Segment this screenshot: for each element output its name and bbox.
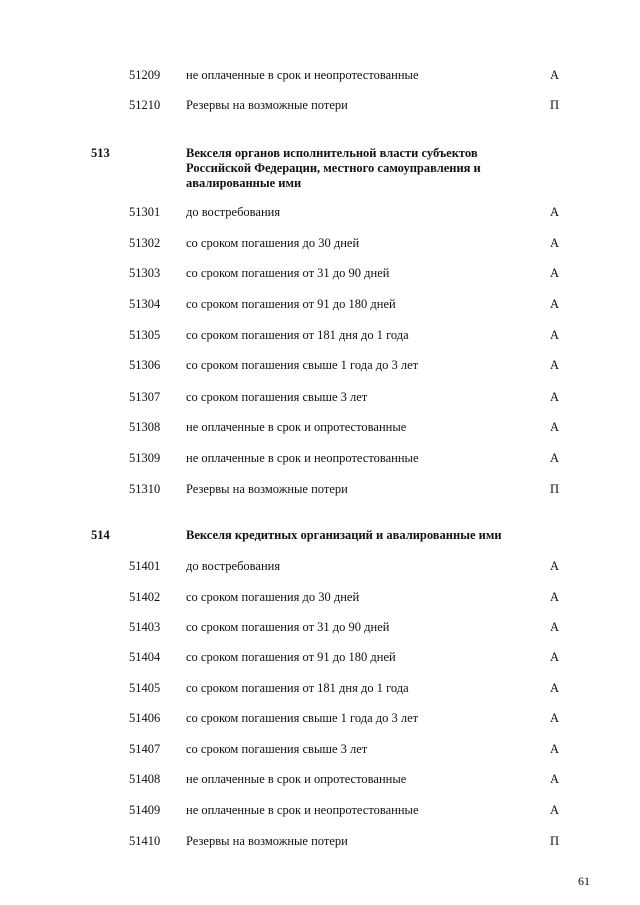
account-side: А [550,390,560,404]
account-name: Резервы на возможные потери [186,482,348,496]
account-row [0,619,640,635]
account-name: со сроком погашения от 31 до 90 дней [186,620,390,634]
account-code: 51308 [129,420,161,434]
section-title-line: Векселя кредитных организаций и авалированные ими [186,528,502,542]
account-code: 51210 [129,98,161,112]
account-row [0,296,640,312]
account-row [0,481,640,497]
section-title [186,146,546,191]
account-name: со сроком погашения свыше 3 лет [186,390,368,404]
account-code: 51404 [129,650,161,664]
account-name: со сроком погашения свыше 1 года до 3 лет [186,358,419,372]
account-side: П [550,834,560,848]
account-code: 51307 [129,390,161,404]
section-code: 514 [91,528,110,542]
account-row [0,357,640,373]
account-side: А [550,803,560,817]
account-code: 51310 [129,482,161,496]
account-code: 51402 [129,590,161,604]
account-row [0,450,640,466]
account-side: А [550,590,560,604]
account-code: 51403 [129,620,161,634]
account-side: А [550,681,560,695]
account-code: 51409 [129,803,161,817]
account-side: А [550,205,560,219]
account-name: не оплаченные в срок и опротестованные [186,420,407,434]
account-name: со сроком погашения до 30 дней [186,590,360,604]
account-row [0,235,640,251]
account-row [0,589,640,605]
account-code: 51306 [129,358,161,372]
account-side: А [550,711,560,725]
account-row [0,389,640,405]
account-name: со сроком погашения от 91 до 180 дней [186,650,396,664]
section-title-line: авалированные ими [186,176,302,190]
page-number: 61 [578,874,590,888]
account-row [0,741,640,757]
account-row [0,97,640,113]
account-name: со сроком погашения до 30 дней [186,236,360,250]
account-name: со сроком погашения от 181 дня до 1 года [186,681,409,695]
account-name: со сроком погашения свыше 1 года до 3 лет [186,711,419,725]
account-row [0,67,640,83]
account-side: А [550,328,560,342]
account-code: 51401 [129,559,161,573]
account-code: 51405 [129,681,161,695]
account-side: А [550,650,560,664]
account-name: не оплаченные в срок и неопротестованные [186,68,419,82]
account-row [0,771,640,787]
account-side: А [550,236,560,250]
account-side: А [550,559,560,573]
account-row [0,710,640,726]
account-name: не оплаченные в срок и опротестованные [186,772,407,786]
account-name: со сроком погашения от 31 до 90 дней [186,266,390,280]
account-row [0,204,640,220]
account-code: 51305 [129,328,161,342]
section-title-line: Векселя органов исполнительной власти субъектов [186,146,478,160]
account-code: 51304 [129,297,161,311]
account-side: А [550,620,560,634]
section-title [186,528,546,543]
account-name: до востребования [186,559,281,573]
account-row [0,802,640,818]
account-name: до востребования [186,205,281,219]
account-row [0,419,640,435]
account-code: 51309 [129,451,161,465]
account-name: Резервы на возможные потери [186,98,348,112]
account-row [0,833,640,849]
account-code: 51301 [129,205,161,219]
account-name: не оплаченные в срок и неопротестованные [186,451,419,465]
account-name: не оплаченные в срок и неопротестованные [186,803,419,817]
account-code: 51408 [129,772,161,786]
account-name: со сроком погашения от 91 до 180 дней [186,297,396,311]
account-side: А [550,68,560,82]
account-name: Резервы на возможные потери [186,834,348,848]
account-row [0,649,640,665]
account-name: со сроком погашения от 181 дня до 1 года [186,328,409,342]
account-side: А [550,772,560,786]
account-side: А [550,451,560,465]
account-side: П [550,482,560,496]
account-code: 51302 [129,236,161,250]
account-code: 51407 [129,742,161,756]
account-code: 51410 [129,834,161,848]
account-row [0,265,640,281]
account-name: со сроком погашения свыше 3 лет [186,742,368,756]
account-code: 51406 [129,711,161,725]
section-title-line: Российской Федерации, местного самоуправления и [186,161,481,175]
account-side: А [550,358,560,372]
account-row [0,327,640,343]
account-row [0,680,640,696]
account-code: 51209 [129,68,161,82]
account-side: А [550,420,560,434]
account-code: 51303 [129,266,161,280]
account-side: А [550,742,560,756]
account-side: П [550,98,560,112]
account-side: А [550,297,560,311]
account-row [0,558,640,574]
account-side: А [550,266,560,280]
section-code: 513 [91,146,110,160]
